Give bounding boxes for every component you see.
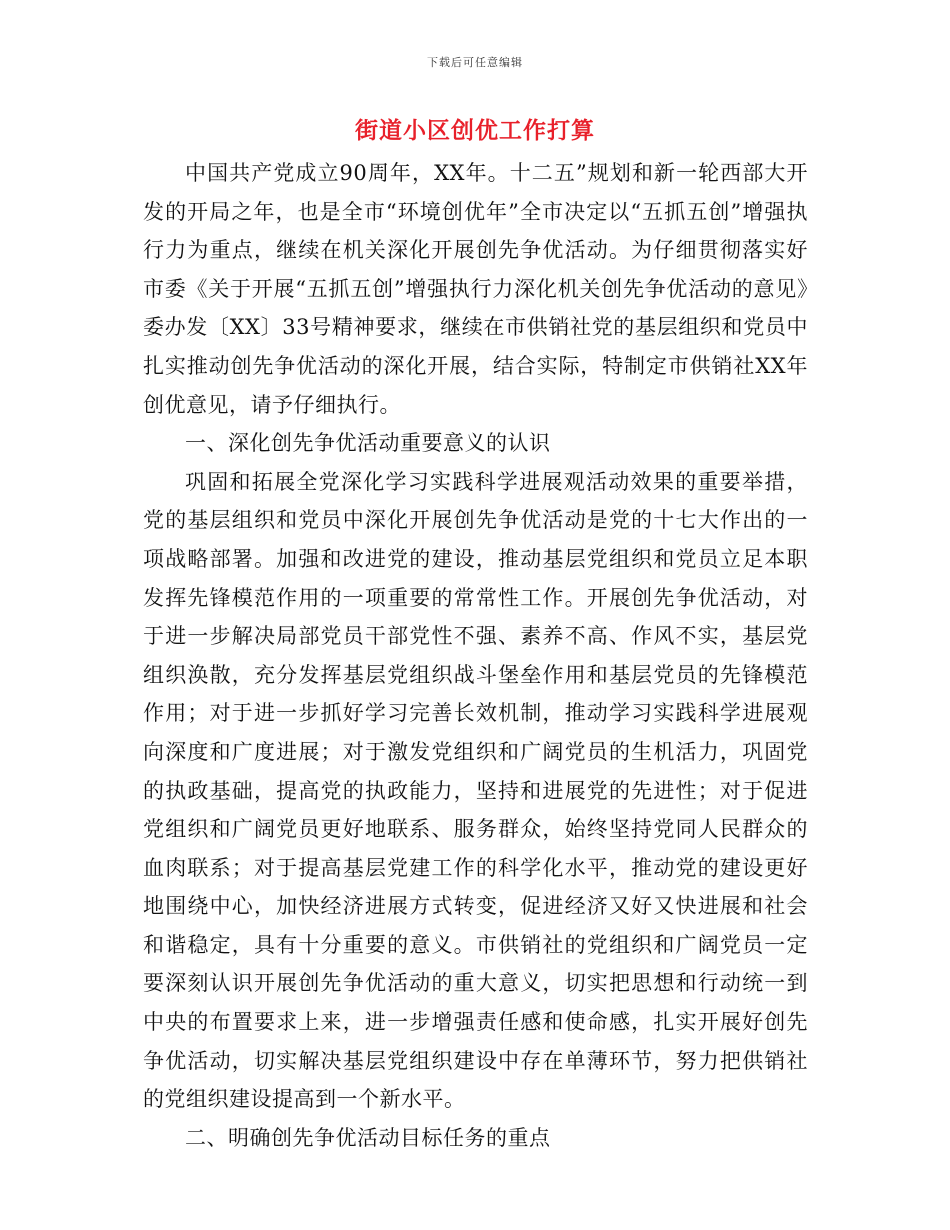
paragraph-intro: 中国共产党成立90周年，XX年。十二五”规划和新一轮西部大开发的开局之年，也是全市“环境创优年”全市决定以“五抓五创”增强执行力为重点，继续在机关深化开展创先争优活动。为仔细贯彻落实好市委《关于开展“五抓五创”增强执行力深化机关创先争优活动的意见》委办发〔XX〕33号精神要求，继续在市供销社党的基层组织和党员中扎实推动创先争优活动的深化开展，结合实际，特制定市供销社XX年创优意见，请予仔细执行。 [143, 161, 808, 417]
section-heading-1: 一、深化创先争优活动重要意义的认识 [185, 431, 551, 456]
document-title: 街道小区创优工作打算 [355, 117, 595, 144]
section-heading-2: 二、明确创先争优活动目标任务的重点 [185, 1125, 551, 1150]
header-note: 下载后可任意编辑 [427, 56, 523, 69]
paragraph-significance: 巩固和拓展全党深化学习实践科学进展观活动效果的重要举措，党的基层组织和党员中深化开展创先争优活动是党的十七大作出的一项战略部署。加强和改进党的建设，推动基层党组织和党员立足本职发挥先锋模范作用的一项重要的常常性工作。开展创先争优活动，对于进一步解决局部党员干部党性不强、素养不高、作风不实，基层党组织涣散，充分发挥基层党组织战斗堡垒作用和基层党员的先锋模范作用；对于进一步抓好学习完善长效机制，推动学习实践科学进展观向深度和广度进展；对于激发党组织和广阔党员的生机活力，巩固党的执政基础，提高党的执政能力，坚持和进展党的先进性；对于促进党组织和广阔党员更好地联系、服务群众，始终坚持党同人民群众的血肉联系；对于提高基层党建工作的科学化水平，推动党的建设更好地围绕中心，加快经济进展方式转变，促进经济又好又快进展和社会和谐稳定，具有十分重要的意义。市供销社的党组织和广阔党员一定要深刻认识开展创先争优活动的重大意义，切实把思想和行动统一到中央的布置要求上来，进一步增强责任感和使命感，扎实开展好创先争优活动，切实解决基层党组织建设中存在单薄环节，努力把供销社的党组织建设提高到一个新水平。 [143, 469, 808, 1112]
document-body [143, 154, 808, 1157]
